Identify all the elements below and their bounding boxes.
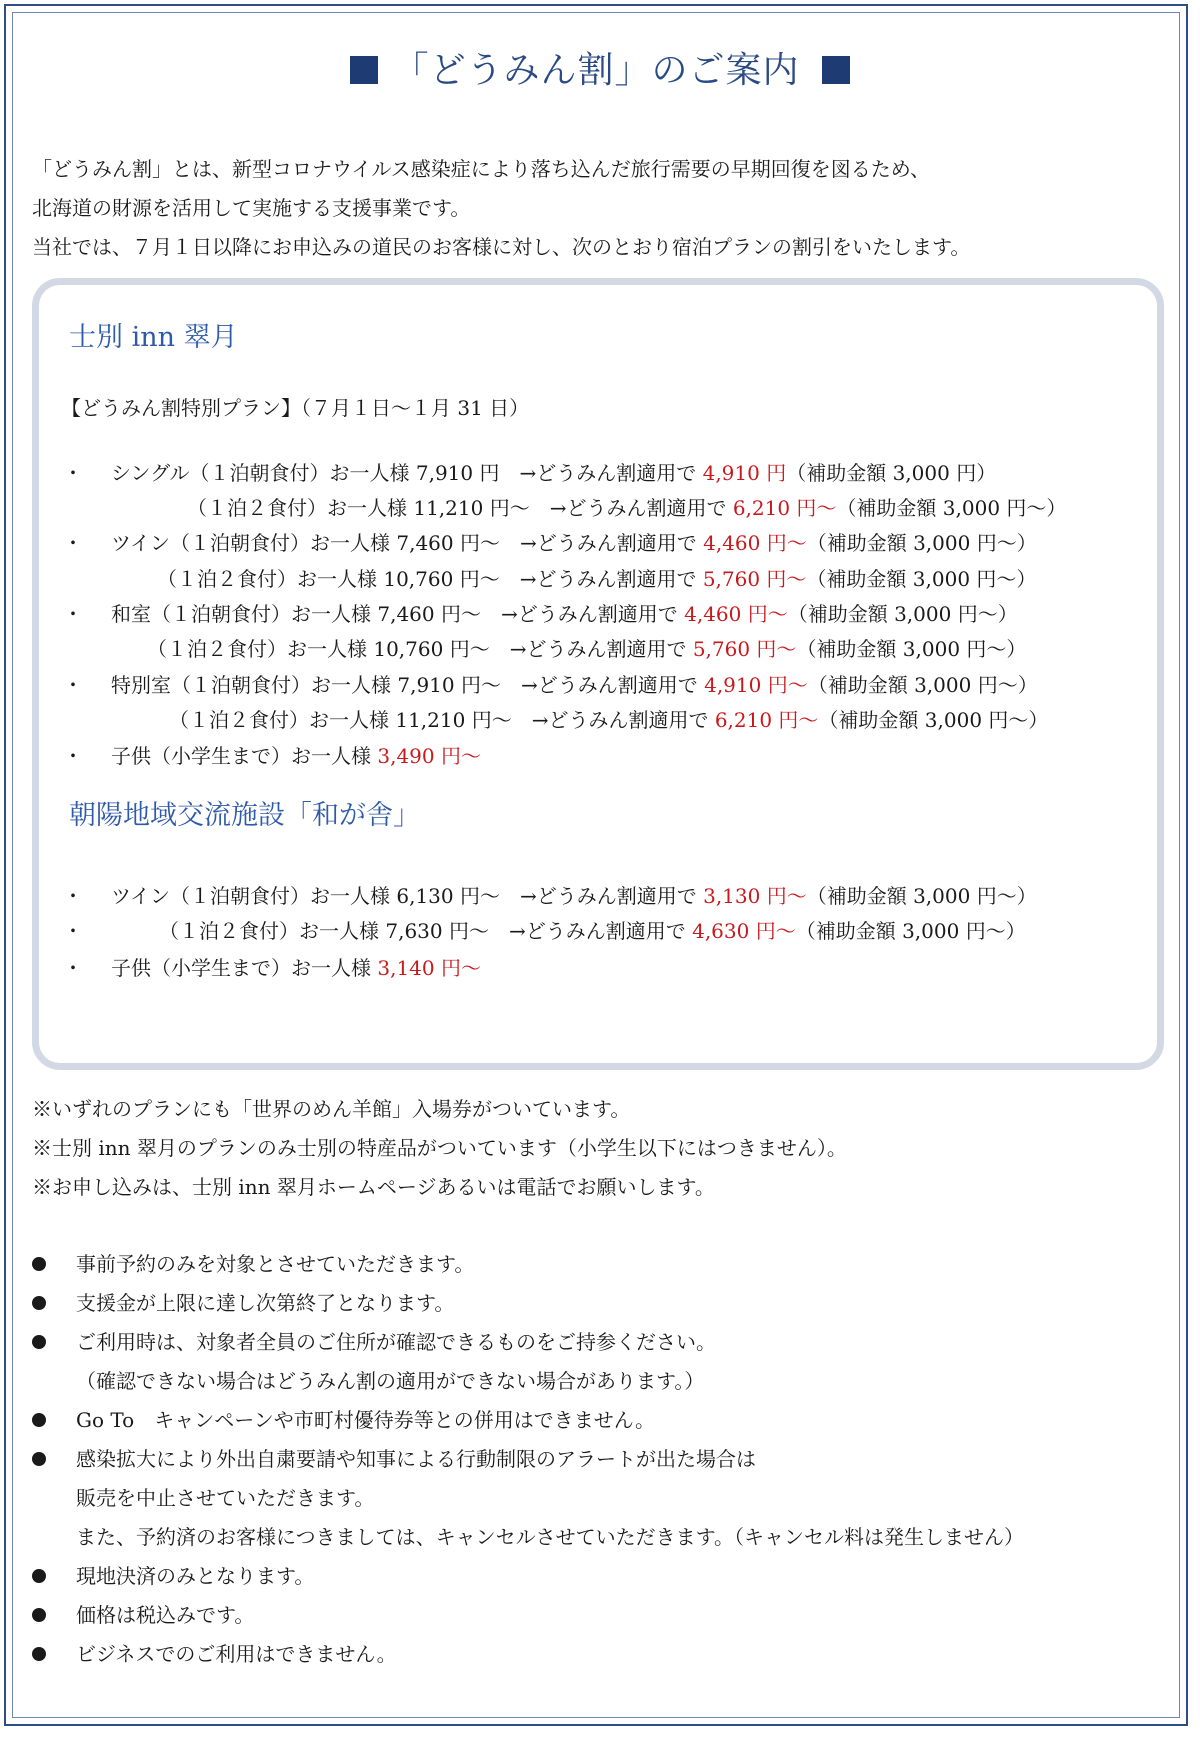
row-bullet: ・ bbox=[63, 884, 83, 908]
condition-line: ご利用時は、対象者全員のご住所が確認できるものをご持参ください。 bbox=[76, 1330, 716, 1354]
condition-line: 感染拡大により外出自粛要請や知事による行動制限のアラートが出た場合は bbox=[76, 1447, 756, 1471]
bullet-icon bbox=[32, 1296, 46, 1310]
discount-price: 5,760 円～ bbox=[702, 567, 807, 591]
row-text: 子供（小学生まで）お一人様 bbox=[111, 744, 378, 768]
facility2-name: 朝陽地域交流施設「和が舎」 bbox=[69, 800, 420, 831]
intro-line: 「どうみん割」とは、新型コロナウイルス感染症により落ち込んだ旅行需要の早期回復を図るため、 bbox=[32, 157, 930, 181]
condition-line: Go To キャンペーンや市町村優待券等との併用はできません。 bbox=[76, 1408, 656, 1432]
subsidy-text: （補助金額 3,000 円～） bbox=[836, 496, 1067, 520]
intro-text bbox=[32, 150, 970, 267]
facility1-name: 士別 inn 翠月 bbox=[69, 322, 238, 353]
discount-price: 4,910 円～ bbox=[704, 673, 808, 697]
subsidy-text: （補助金額 3,000 円～） bbox=[787, 602, 1018, 626]
row-bullet: ・ bbox=[63, 602, 83, 626]
square-icon-left bbox=[350, 56, 378, 84]
subsidy-text: （補助金額 3,000 円～） bbox=[806, 567, 1037, 591]
bullet-icon bbox=[32, 1413, 46, 1427]
condition-line: 価格は税込みです。 bbox=[76, 1603, 255, 1627]
intro-line: 当社では、７月１日以降にお申込みの道民のお客様に対し、次のとおり宿泊プランの割引をいたします。 bbox=[32, 235, 971, 259]
row-text: （１泊２食付）お一人様 10,760 円～ →どうみん割適用で bbox=[147, 637, 693, 661]
condition-line: また、予約済のお客様につきましては、キャンセルさせていただきます。（キャンセル料は発生しません） bbox=[76, 1525, 1024, 1549]
condition-line: 現地決済のみとなります。 bbox=[76, 1564, 315, 1588]
condition-item bbox=[32, 1440, 1024, 1557]
row-bullet: ・ bbox=[63, 461, 83, 485]
row-text: （１泊２食付）お一人様 10,760 円～ →どうみん割適用で bbox=[157, 567, 703, 591]
condition-line: 販売を中止させていただきます。 bbox=[76, 1486, 375, 1510]
page-title: 「どうみん割」のご案内 bbox=[0, 42, 1200, 93]
row-text: （１泊２食付）お一人様 11,210 円～ →どうみん割適用で bbox=[187, 496, 733, 520]
note-line: ※士別 inn 翠月のプランのみ士別の特産品がついています（小学生以下にはつきません）。 bbox=[32, 1136, 847, 1160]
subsidy-text: （補助金額 3,000 円～） bbox=[818, 708, 1049, 732]
row-text: （１泊２食付）お一人様 7,630 円～ →どうみん割適用で bbox=[159, 919, 693, 943]
subsidy-text: （補助金額 3,000 円～） bbox=[796, 637, 1027, 661]
discount-price: 4,460 円～ bbox=[703, 531, 807, 555]
subsidy-text: （補助金額 3,000 円～） bbox=[807, 673, 1038, 697]
discount-price: 4,630 円～ bbox=[692, 919, 796, 943]
condition-item bbox=[32, 1596, 1024, 1635]
discount-price: 6,210 円～ bbox=[732, 496, 837, 520]
condition-item bbox=[32, 1635, 1024, 1674]
square-icon-right bbox=[822, 56, 850, 84]
discount-price: 6,210 円～ bbox=[714, 708, 819, 732]
condition-item bbox=[32, 1284, 1024, 1323]
condition-line: 事前予約のみを対象とさせていただきます。 bbox=[76, 1252, 475, 1276]
bullet-icon bbox=[32, 1335, 46, 1349]
condition-line: 支援金が上限に達し次第終了となります。 bbox=[76, 1291, 455, 1315]
discount-price: 3,130 円～ bbox=[703, 884, 807, 908]
row-bullet: ・ bbox=[63, 919, 83, 943]
row-text: 子供（小学生まで）お一人様 bbox=[111, 956, 378, 980]
note-line: ※いずれのプランにも「世界のめん羊館」入場券がついています。 bbox=[32, 1097, 631, 1121]
note-line: ※お申し込みは、士別 inn 翠月ホームページあるいは電話でお願いします。 bbox=[32, 1175, 715, 1199]
subsidy-text: （補助金額 3,000 円） bbox=[786, 461, 997, 485]
discount-price: 5,760 円～ bbox=[692, 637, 797, 661]
subsidy-text: （補助金額 3,000 円～） bbox=[806, 531, 1037, 555]
bullet-icon bbox=[32, 1647, 46, 1661]
row-text: 特別室（１泊朝食付）お一人様 7,910 円～ →どうみん割適用で bbox=[111, 673, 705, 697]
row-bullet: ・ bbox=[63, 673, 83, 697]
row-text: ツイン（１泊朝食付）お一人様 7,460 円～ →どうみん割適用で bbox=[111, 531, 704, 555]
discount-price: 4,460 円～ bbox=[684, 602, 788, 626]
bullet-icon bbox=[32, 1452, 46, 1466]
discount-price: 4,910 円 bbox=[702, 461, 787, 485]
condition-item bbox=[32, 1323, 1024, 1401]
condition-item bbox=[32, 1557, 1024, 1596]
discount-price: 3,140 円～ bbox=[377, 956, 481, 980]
subsidy-text: （補助金額 3,000 円～） bbox=[795, 919, 1026, 943]
bullet-icon bbox=[32, 1569, 46, 1583]
condition-item bbox=[32, 1401, 1024, 1440]
row-bullet: ・ bbox=[63, 744, 83, 768]
row-bullet: ・ bbox=[63, 531, 83, 555]
row-text: ツイン（１泊朝食付）お一人様 6,130 円～ →どうみん割適用で bbox=[111, 884, 704, 908]
row-text: 和室（１泊朝食付）お一人様 7,460 円～ →どうみん割適用で bbox=[111, 602, 685, 626]
row-text: シングル（１泊朝食付）お一人様 7,910 円 →どうみん割適用で bbox=[111, 461, 703, 485]
notes bbox=[32, 1090, 847, 1207]
plan-heading: 【どうみん割特別プラン】（７月１日～１月 31 日） bbox=[61, 396, 530, 420]
row-bullet: ・ bbox=[63, 956, 83, 980]
subsidy-text: （補助金額 3,000 円～） bbox=[806, 884, 1037, 908]
bullet-icon bbox=[32, 1257, 46, 1271]
condition-line: （確認できない場合はどうみん割の適用ができない場合があります。） bbox=[76, 1369, 705, 1393]
discount-price: 3,490 円～ bbox=[377, 744, 481, 768]
plan-box bbox=[32, 278, 1164, 1070]
intro-line: 北海道の財源を活用して実施する支援事業です。 bbox=[32, 196, 471, 220]
row-text: （１泊２食付）お一人様 11,210 円～ →どうみん割適用で bbox=[169, 708, 715, 732]
condition-line: ビジネスでのご利用はできません。 bbox=[76, 1642, 397, 1666]
condition-item bbox=[32, 1245, 1024, 1284]
bullet-icon bbox=[32, 1608, 46, 1622]
conditions-list bbox=[32, 1245, 1024, 1674]
